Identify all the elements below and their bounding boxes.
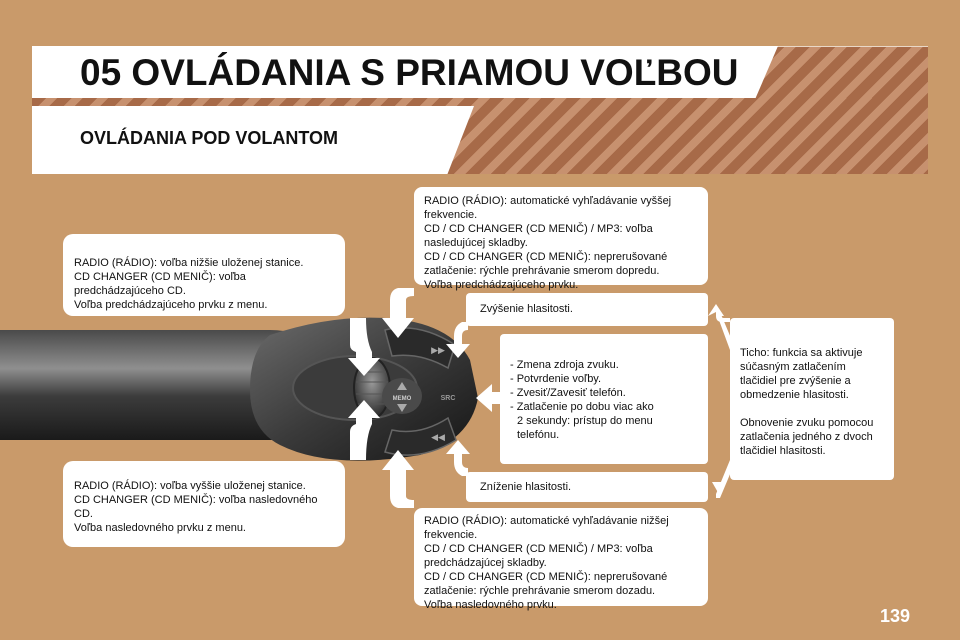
next-symbol: ▶▶	[431, 346, 445, 356]
callout-line: Voľba predchádzajúceho prvku.	[424, 279, 579, 291]
callout-line: tlačidiel pre zvýšenie a	[740, 375, 851, 387]
src-label: SRC	[440, 395, 456, 402]
callout-line: RADIO (RÁDIO): voľba nižšie uloženej stanice.	[74, 257, 304, 269]
arrow-volume-down	[446, 440, 470, 476]
callout-line: predchádzajúceho CD.	[74, 285, 186, 297]
callout-line: - Zmena zdroja zvuku.	[510, 359, 619, 371]
callout-line: 2 sekundy: prístup do menu	[517, 415, 653, 427]
callout-line: CD / CD CHANGER (CD MENIČ): neprerušované	[424, 571, 668, 583]
prev-symbol: ◀◀	[431, 433, 445, 443]
callout-line: Voľba nasledovného prvku.	[424, 599, 557, 611]
callout-line: zatlačenie: rýchle prehrávanie smerom dozadu.	[424, 585, 656, 597]
callout-line: - Zatlačenie po dobu viac ako	[510, 401, 654, 413]
callout-line: CD / CD CHANGER (CD MENIČ) / MP3: voľba	[424, 543, 653, 555]
callout-line: RADIO (RÁDIO): automatické vyhľadávanie vyššej	[424, 195, 672, 207]
callout-line: nasledujúcej skladby.	[424, 237, 528, 249]
callout-line: CD.	[74, 508, 93, 520]
callout-line: frekvencie.	[424, 529, 478, 541]
callout-line: - Potvrdenie voľby.	[510, 373, 602, 385]
callout-line: tlačidiel hlasitosti.	[740, 445, 826, 457]
callout-line: CD / CD CHANGER (CD MENIČ): neprerušované	[424, 251, 668, 263]
callout-line: - Zvesiť/Zavesiť telefón.	[510, 387, 626, 399]
callout-line: Voľba nasledovného prvku z menu.	[74, 522, 246, 534]
callout-line: predchádzajúcej skladby.	[424, 557, 547, 569]
callout-line: CD / CD CHANGER (CD MENIČ) / MP3: voľba	[424, 223, 653, 235]
memo-label: MEMO	[392, 396, 412, 402]
section-subtitle: OVLÁDANIA POD VOLANTOM	[80, 128, 339, 148]
callout-line: zatlačenia jedného z dvoch	[740, 431, 873, 443]
callout-line: Voľba predchádzajúceho prvku z menu.	[74, 299, 268, 311]
arrow-src	[476, 384, 500, 412]
callout-line: Zvýšenie hlasitosti.	[480, 303, 573, 315]
callout-line: zatlačenie: rýchle prehrávanie smerom dopredu.	[424, 265, 660, 277]
callout-line: súčasným zatlačením	[740, 361, 846, 373]
callout-line: RADIO (RÁDIO): voľba vyššie uloženej stanice.	[74, 480, 306, 492]
callout-line: CD CHANGER (CD MENIČ): voľba nasledovného	[74, 494, 318, 506]
callout-line: Zníženie hlasitosti.	[480, 481, 572, 493]
callout-line: Obnovenie zvuku pomocou	[740, 417, 874, 429]
arrow-bracket-line-top	[716, 312, 736, 498]
callout-line: RADIO (RÁDIO): automatické vyhľadávanie nižšej	[424, 515, 669, 527]
page-title: 05 OVLÁDANIA S PRIAMOU VOĽBOU	[80, 52, 739, 93]
callout-line: CD CHANGER (CD MENIČ): voľba	[74, 271, 246, 283]
callout-line: Ticho: funkcia sa aktivuje	[740, 347, 863, 359]
callout-line: obmedzenie hlasitosti.	[740, 389, 849, 401]
callout-line: telefónu.	[517, 429, 560, 441]
page-number: 139	[880, 606, 911, 626]
callout-line: frekvencie.	[424, 209, 478, 221]
